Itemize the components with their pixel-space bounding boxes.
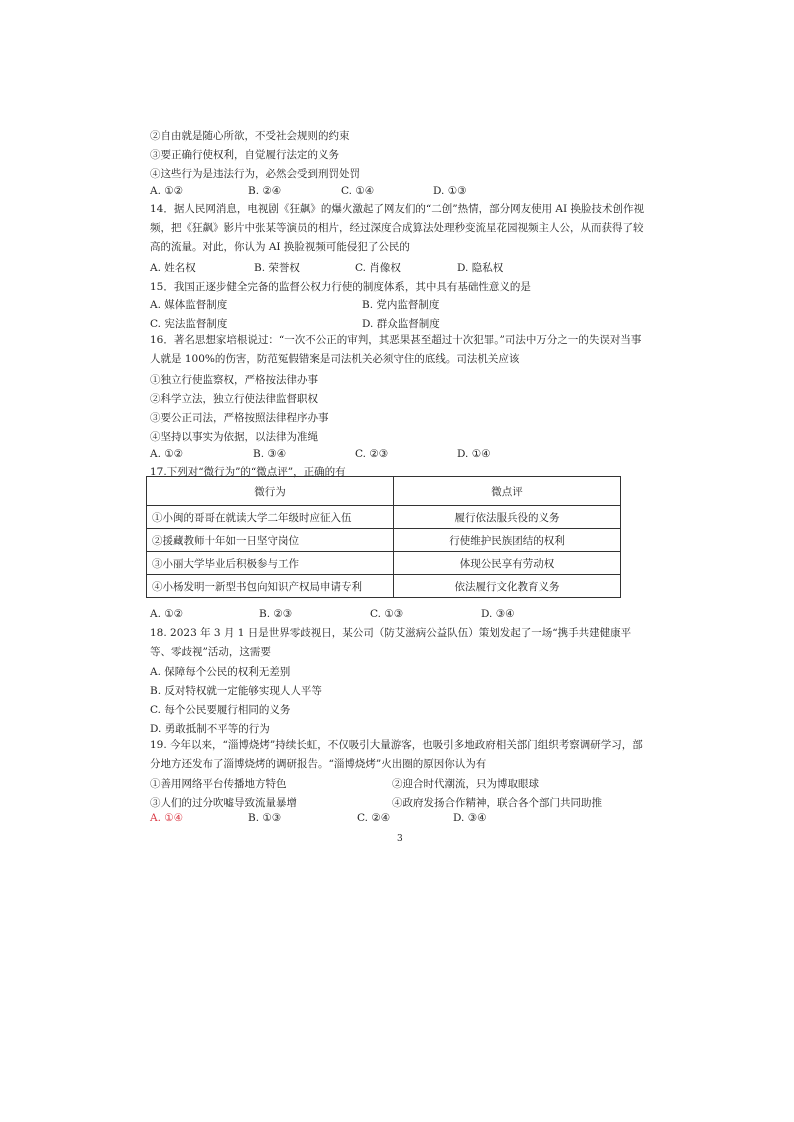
- q18-stem: 18. 2023 年 3 月 1 日是世界零歧视日，某公司（防艾滋病公益队伍）策划发起了一场“携手共建健康平等、零歧视”活动，这需要: [150, 627, 632, 658]
- table-row: [147, 506, 621, 529]
- q17-table: [146, 476, 621, 598]
- q18-option-c: C. 每个公民要履行相同的义务: [150, 704, 291, 716]
- q15-option-d: D. 群众监督制度: [362, 318, 440, 330]
- table-cell: 体现公民享有劳动权: [394, 552, 621, 575]
- table-cell: 履行依法服兵役的义务: [394, 506, 621, 529]
- q19-option-b: B. ①③: [248, 812, 282, 824]
- q15-stem: 15．我国正逐步健全完备的监督公权力行使的制度体系，其中具有基础性意义的是: [150, 281, 531, 293]
- table-row: [147, 552, 621, 575]
- q17-option-d: D. ③④: [481, 608, 515, 620]
- q19-item-4: ④政府发扬合作精神，联合各个部门共同助推: [392, 797, 602, 809]
- q18-option-a: A. 保障每个公民的权利无差别: [150, 666, 291, 678]
- table-row: [147, 529, 621, 552]
- q16-item-2: ②科学立法，独立行使法律监督职权: [150, 393, 318, 405]
- q16-item-4: ④坚持以事实为依据，以法律为准绳: [150, 431, 318, 443]
- q16-item-3: ③要公正司法，严格按照法律程序办事: [150, 412, 329, 424]
- q13-option-a: A. ①②: [150, 185, 184, 197]
- page-number: 3: [397, 834, 403, 844]
- q16-option-a: A. ①②: [150, 448, 184, 460]
- table-cell: ①小闽的哥哥在就读大学二年级时应征入伍: [147, 506, 394, 529]
- q13-item-2: ②自由就是随心所欲，不受社会规则的约束: [150, 130, 350, 142]
- q13-item-3: ③要正确行使权利，自觉履行法定的义务: [150, 149, 339, 161]
- q14-option-a: A. 姓名权: [150, 262, 196, 274]
- q19-option-c: C. ②④: [357, 812, 391, 824]
- q18-option-d: D. 勇敢抵制不平等的行为: [150, 723, 270, 735]
- q13-option-c: C. ①④: [341, 185, 375, 197]
- q13-option-b: B. ②④: [248, 185, 282, 197]
- table-header: 微点评: [394, 477, 621, 506]
- q18-option-b: B. 反对特权就一定能够实现人人平等: [150, 685, 322, 697]
- table-cell: 依法履行文化教育义务: [394, 575, 621, 598]
- q19-stem: 19. 今年以来，“淄博烧烤”持续长虹，不仅吸引大量游客，也吸引多地政府相关部门组织考察调研学习，部分地方还发布了淄博烧烤的调研报告。“淄博烧烤”火出圈的原因你认为有: [150, 739, 643, 770]
- q16-item-1: ①独立行使监察权，严格按法律办事: [150, 374, 318, 386]
- q19-option-d: D. ③④: [453, 812, 487, 824]
- q13-option-d: D. ①③: [433, 185, 467, 197]
- q14-option-d: D. 隐私权: [457, 262, 504, 274]
- q17-option-c: C. ①③: [370, 608, 404, 620]
- q19-item-2: ②迎合时代潮流，只为博取眼球: [392, 778, 539, 790]
- q16-option-b: B. ③④: [253, 448, 287, 460]
- q19-item-3: ③人们的过分吹嘘导致流量暴增: [150, 797, 297, 809]
- table-cell: ②援藏教师十年如一日坚守岗位: [147, 529, 394, 552]
- q16-option-d: D. ①④: [457, 448, 491, 460]
- q16-option-c: C. ②③: [355, 448, 389, 460]
- q17-option-a: A. ①②: [150, 608, 184, 620]
- table-cell: ④小杨发明一新型书包向知识产权局申请专利: [147, 575, 394, 598]
- q14-stem: 14．据人民网消息，电视剧《狂飙》的爆火激起了网友们的“二创”热情，部分网友使用 AI 换脸技术创作视频，把《狂飙》影片中张某等演员的相片，经过深度合成算法处理秒变流星花园视频主人公，从而获得了较高的流量。对此，你认为 AI 换脸视频可能侵犯了公民的: [150, 203, 645, 253]
- q16-stem: 16．著名思想家培根说过：“一次不公正的审判，其恶果甚至超过十次犯罪。”司法中万分之一的失误对当事人就是 100%的伤害，防范冤假错案是司法机关必须守住的底线。司法机关应该: [150, 334, 642, 365]
- q15-option-a: A. 媒体监督制度: [150, 299, 228, 311]
- table-row: [147, 575, 621, 598]
- q17-option-b: B. ②③: [259, 608, 293, 620]
- q19-item-1: ①善用网络平台传播地方特色: [150, 778, 287, 790]
- q15-option-b: B. 党内监督制度: [362, 299, 440, 311]
- table-header: 微行为: [147, 477, 394, 506]
- q13-item-4: ④这些行为是违法行为，必然会受到刑罚处罚: [150, 168, 360, 180]
- table-cell: ③小丽大学毕业后积极参与工作: [147, 552, 394, 575]
- table-cell: 行使维护民族团结的权利: [394, 529, 621, 552]
- q15-option-c: C. 宪法监督制度: [150, 318, 228, 330]
- q14-option-b: B. 荣誉权: [254, 262, 300, 274]
- q19-option-a: A. ①④: [150, 812, 184, 824]
- q17-stem: 17.下列对“微行为”的“微点评”，正确的有: [150, 466, 346, 478]
- q14-option-c: C. 肖像权: [355, 262, 401, 274]
